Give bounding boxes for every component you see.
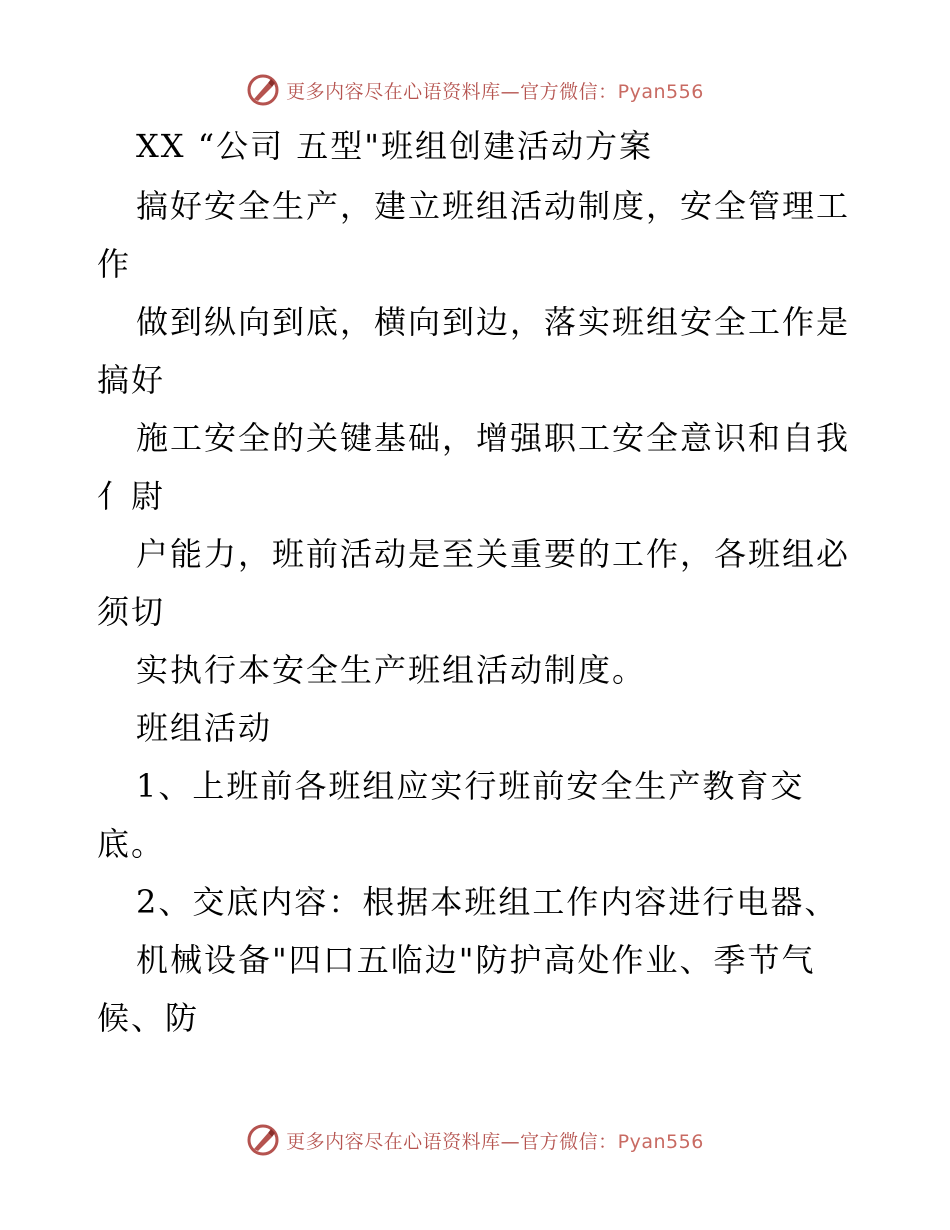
doc-line: 候、防 [97, 999, 200, 1037]
doc-line: 2、交底内容：根据本班组工作内容进行电器、 [136, 883, 839, 921]
doc-line: 做到纵向到底，横向到边，落实班组安全工作是 [136, 303, 851, 341]
watermark-cn-text: 更多内容尽在心语资料库—官方微信： [286, 1130, 618, 1153]
doc-line: 机械设备"四口五临边"防护高处作业、季节气 [136, 941, 816, 979]
watermark-wechat-id: Pyan556 [617, 80, 704, 103]
watermark-banner-bottom [0, 1120, 950, 1160]
doc-line: 实执行本安全生产班组活动制度。 [136, 651, 647, 689]
section-heading: 班组活动 [136, 709, 273, 747]
doc-line: 须切 [97, 593, 166, 631]
pen-logo-icon [246, 1123, 280, 1157]
doc-line: 搞好 [97, 361, 166, 399]
watermark-wechat-id: Pyan556 [617, 1130, 704, 1153]
doc-line: 搞好安全生产，建立班组活动制度，安全管理工 [136, 187, 851, 225]
doc-line: 1、上班前各班组应实行班前安全生产教育交 [136, 767, 805, 805]
watermark-cn-text: 更多内容尽在心语资料库—官方微信： [286, 80, 618, 103]
doc-line: 底。 [97, 825, 166, 863]
doc-line: 施工安全的关键基础，增强职工安全意识和自我 [136, 419, 851, 457]
watermark-banner-top [0, 70, 950, 110]
doc-line: 作 [97, 245, 132, 283]
doc-line: 亻尉 [97, 477, 166, 515]
doc-title: XX “公司 五型"班组创建活动方案 [136, 127, 653, 165]
pen-logo-icon [246, 73, 280, 107]
doc-line: 户能力，班前活动是至关重要的工作，各班组必 [136, 535, 851, 573]
